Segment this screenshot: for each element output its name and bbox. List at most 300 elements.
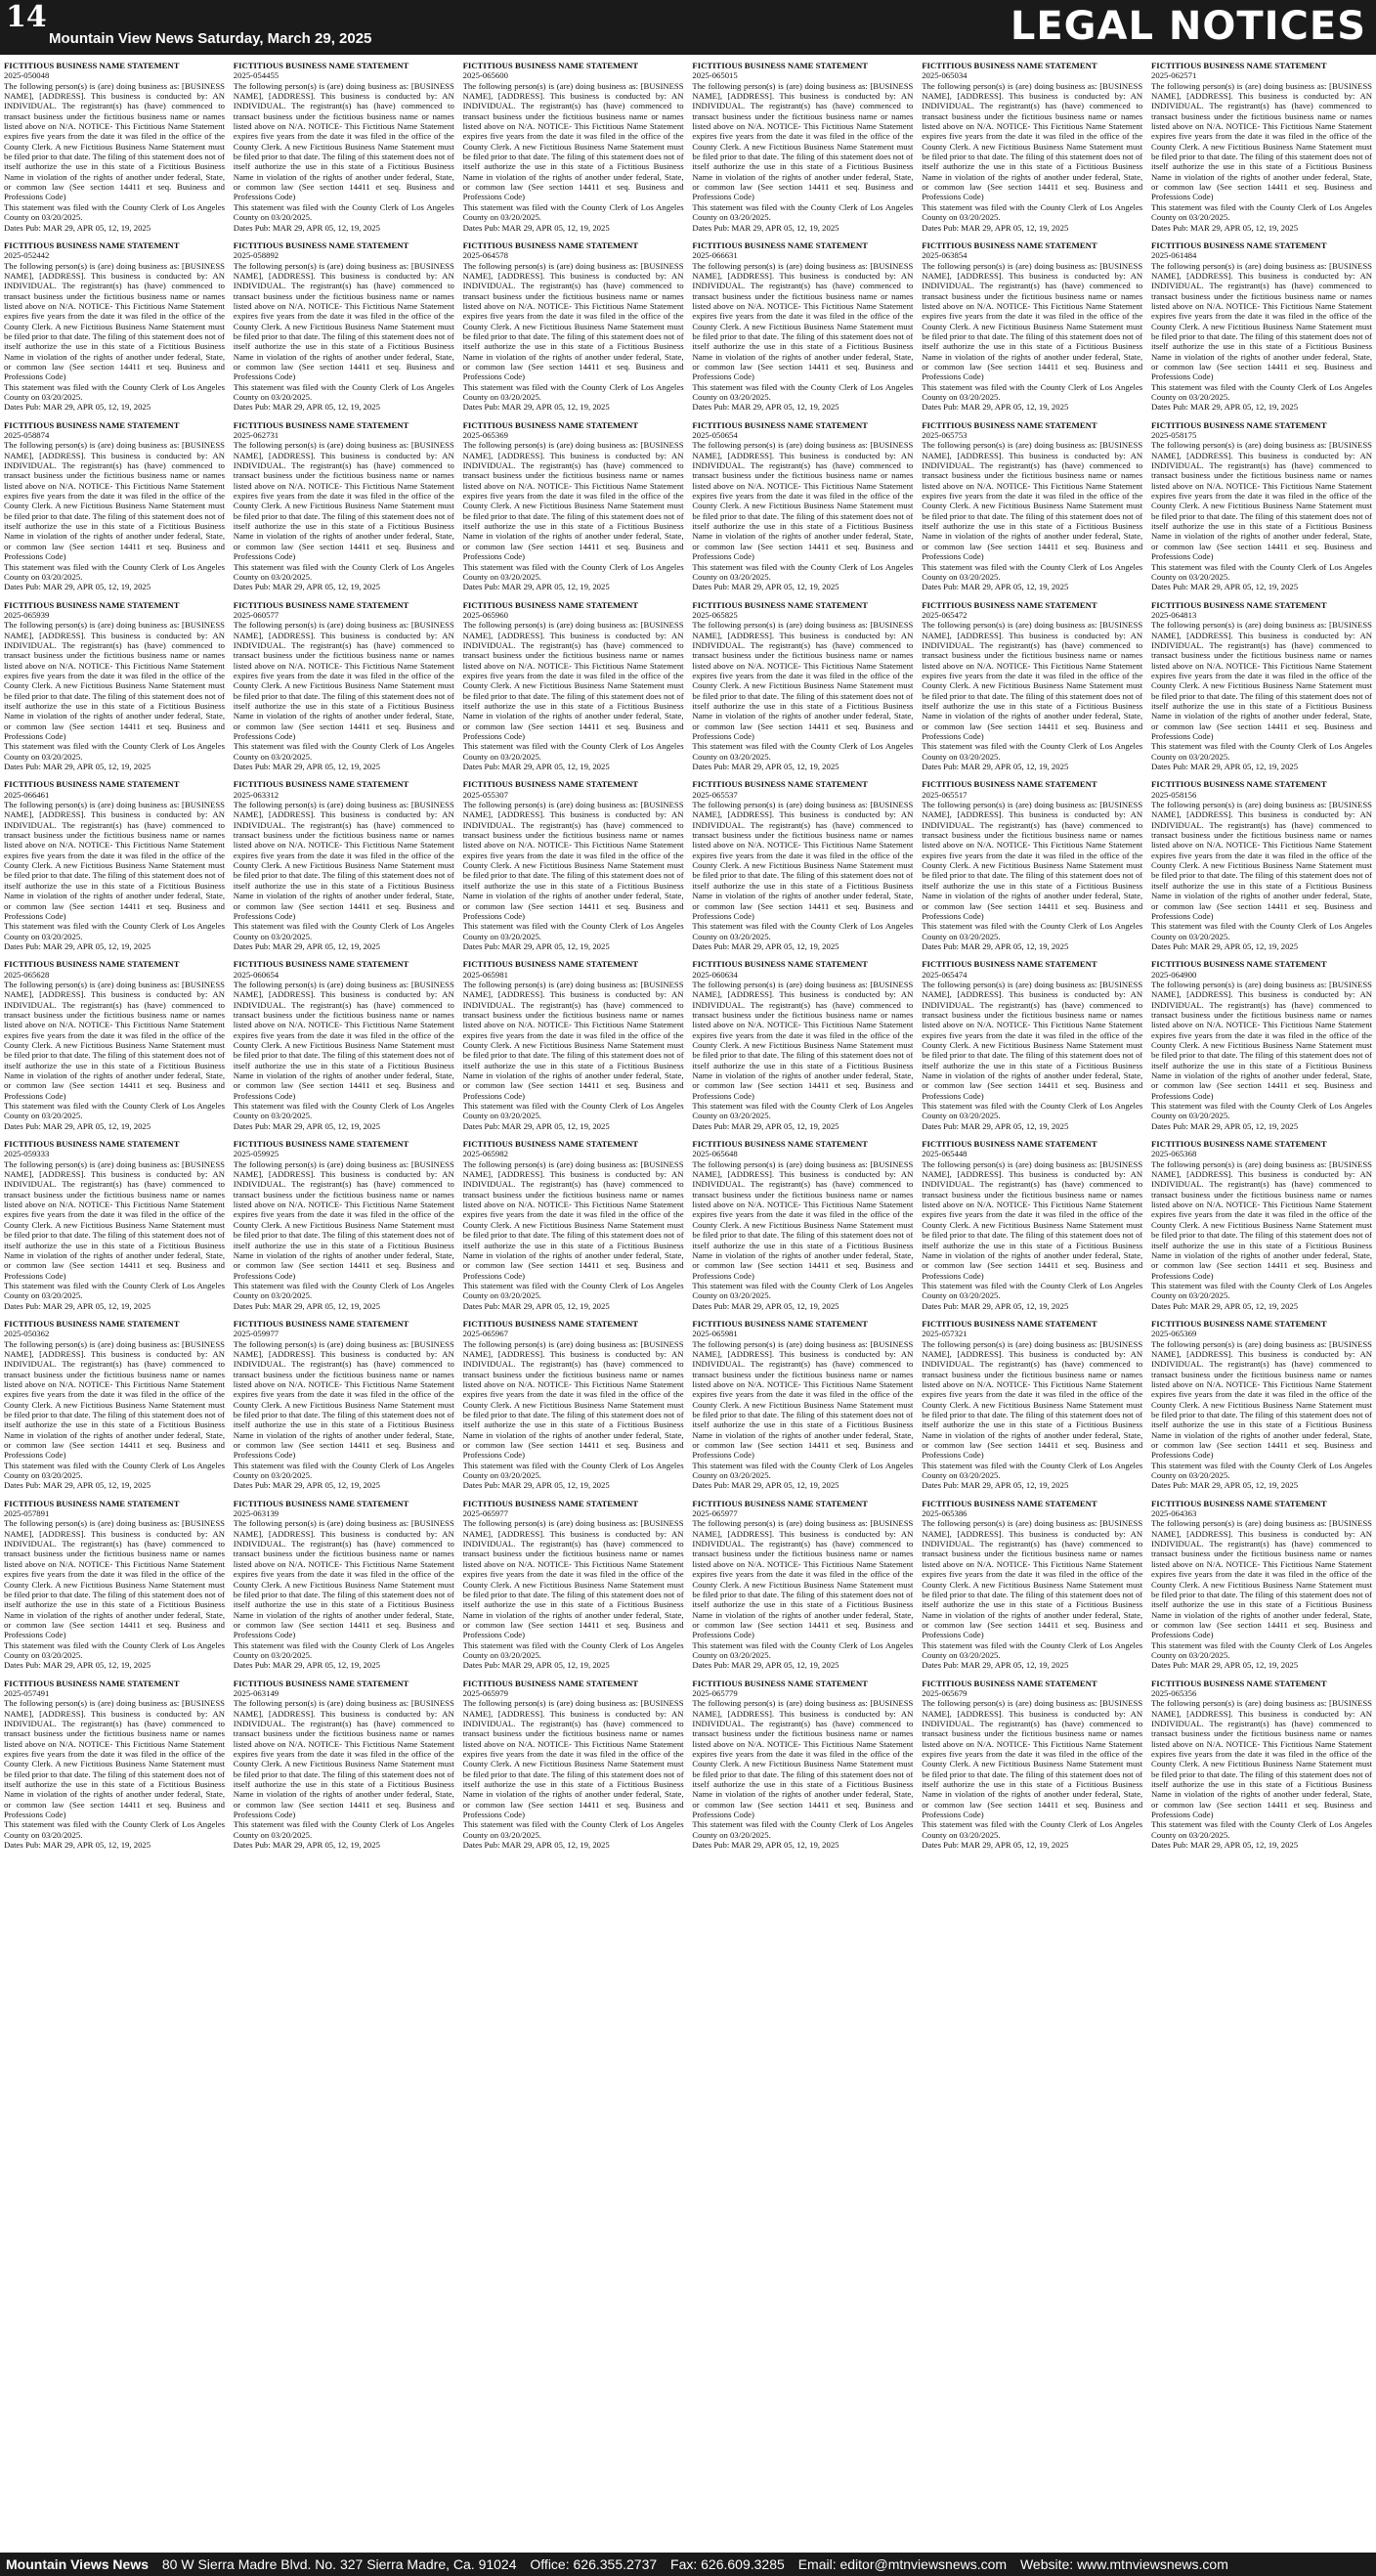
notice-pub: Dates Pub: MAR 29, APR 05, 12, 19, 2025 [1151,1300,1299,1311]
notice-title: FICTITIOUS BUSINESS NAME STATEMENT [233,779,409,790]
notice-title: FICTITIOUS BUSINESS NAME STATEMENT [233,959,409,970]
notice-file-number: 2025-065369 [1151,1329,1197,1339]
notice-title: FICTITIOUS BUSINESS NAME STATEMENT [692,1498,868,1508]
notice-pub: Dates Pub: MAR 29, APR 05, 12, 19, 2025 [1151,1660,1299,1671]
notice-title: FICTITIOUS BUSINESS NAME STATEMENT [922,779,1097,790]
notice-body: The following person(s) is (are) doing business as: [BUSINESS NAME], [ADDRESS]. This business is conducted by: AN INDIVIDUAL. The registrant(s) has (have) commenced to transact business under the fictitious business name or names listed above on N/A. NOTICE- This Fictitious Name Statement expires five years from the date it was filed in the office of the County Clerk. A new Fictitious Business Name Statement must be filed prior to that date. The filing of this statement does not of itself authorize the use in this state of a Fictitious Business Name in violation of the rights of another under federal, State, or common law (See section 14411 et seq. Business and Professions Code) [4,440,225,562]
notice-file-number: 2025-050362 [4,1329,50,1339]
notice-file-number: 2025-065982 [462,1149,508,1159]
notice-filed: This statement was filed with the County Clerk of Los Angeles County on 03/20/2025. [4,1819,225,1840]
notice-file-number: 2025-065474 [922,969,968,980]
notice-pub: Dates Pub: MAR 29, APR 05, 12, 19, 2025 [922,1300,1069,1311]
legal-notice [1151,779,1372,951]
notice-column [922,61,1142,2544]
notice-pub: Dates Pub: MAR 29, APR 05, 12, 19, 2025 [692,762,839,772]
notice-filed: This statement was filed with the County Clerk of Los Angeles County on 03/20/2025. [922,1819,1143,1840]
legal-notice [4,779,225,951]
notice-pub: Dates Pub: MAR 29, APR 05, 12, 19, 2025 [1151,1840,1299,1851]
notice-filed: This statement was filed with the County Clerk of Los Angeles County on 03/20/2025. [4,1280,225,1301]
notice-file-number: 2025-065977 [462,1508,508,1519]
legal-notice [1151,1679,1372,1851]
notice-body: The following person(s) is (are) doing business as: [BUSINESS NAME], [ADDRESS]. This business is conducted by: AN INDIVIDUAL. The registrant(s) has (have) commenced to transact business under the fictitious business name or names listed above on N/A. NOTICE- This Fictitious Name Statement expires five years from the date it was filed in the office of the County Clerk. A new Fictitious Business Name Statement must be filed prior to that date. The filing of this statement does not of itself authorize the use in this state of a Fictitious Business Name in violation of the rights of another under federal, State, or common law (See section 14411 et seq. Business and Professions Code) [1151,1698,1372,1820]
notice-title: FICTITIOUS BUSINESS NAME STATEMENT [4,61,180,70]
notice-file-number: 2025-065753 [922,430,968,441]
notice-file-number: 2025-065779 [692,1687,738,1698]
notice-file-number: 2025-059333 [4,1149,50,1159]
notice-body: The following person(s) is (are) doing business as: [BUSINESS NAME], [ADDRESS]. This business is conducted by: AN INDIVIDUAL. The registrant(s) has (have) commenced to transact business under the fictitious business name or names listed above on N/A. NOTICE- This Fictitious Name Statement expires five years from the date it was filed in the office of the County Clerk. A new Fictitious Business Name Statement must be filed prior to that date. The filing of this statement does not of itself authorize the use in this state of a Fictitious Business Name in violation of the rights of another under federal, State, or common law (See section 14411 et seq. Business and Professions Code) [692,620,914,741]
notice-title: FICTITIOUS BUSINESS NAME STATEMENT [4,1498,180,1508]
notice-body: The following person(s) is (are) doing business as: [BUSINESS NAME], [ADDRESS]. This business is conducted by: AN INDIVIDUAL. The registrant(s) has (have) commenced to transact business under the fictitious business name or names listed above on N/A. NOTICE- This Fictitious Name Statement expires five years from the date it was filed in the office of the County Clerk. A new Fictitious Business Name Statement must be filed prior to that date. The filing of this statement does not of itself authorize the use in this state of a Fictitious Business Name in violation of the rights of another under federal, State, or common law (See section 14411 et seq. Business and Professions Code) [692,1338,914,1461]
notice-pub: Dates Pub: MAR 29, APR 05, 12, 19, 2025 [692,1300,839,1311]
notice-file-number: 2025-058892 [233,250,280,261]
notice-body: The following person(s) is (are) doing business as: [BUSINESS NAME], [ADDRESS]. This business is conducted by: AN INDIVIDUAL. The registrant(s) has (have) commenced to transact business under the fictitious business name or names listed above on N/A. NOTICE- This Fictitious Name Statement expires five years from the date it was filed in the office of the County Clerk. A new Fictitious Business Name Statement must be filed prior to that date. The filing of this statement does not of itself authorize the use in this state of a Fictitious Business Name in violation of the rights of another under federal, State, or common law (See section 14411 et seq. Business and Professions Code) [4,80,225,202]
notice-filed: This statement was filed with the County Clerk of Los Angeles County on 03/20/2025. [4,741,225,762]
notice-title: FICTITIOUS BUSINESS NAME STATEMENT [922,959,1097,970]
notice-body: The following person(s) is (are) doing business as: [BUSINESS NAME], [ADDRESS]. This business is conducted by: AN INDIVIDUAL. The registrant(s) has (have) commenced to transact business under the fictitious business name or names listed above on N/A. NOTICE- This Fictitious Name Statement expires five years from the date it was filed in the office of the County Clerk. A new Fictitious Business Name Statement must be filed prior to that date. The filing of this statement does not of itself authorize the use in this state of a Fictitious Business Name in violation of the rights of another under federal, State, or common law (See section 14411 et seq. Business and Professions Code) [692,800,914,921]
legal-notice [234,240,454,413]
notice-title: FICTITIOUS BUSINESS NAME STATEMENT [692,1139,868,1150]
notice-title: FICTITIOUS BUSINESS NAME STATEMENT [922,1318,1097,1329]
notice-file-number: 2025-065628 [4,969,50,980]
notice-body: The following person(s) is (are) doing business as: [BUSINESS NAME], [ADDRESS]. This business is conducted by: AN INDIVIDUAL. The registrant(s) has (have) commenced to transact business under the fictitious business name or names listed above on N/A. NOTICE- This Fictitious Name Statement expires five years from the date it was filed in the office of the County Clerk. A new Fictitious Business Name Statement must be filed prior to that date. The filing of this statement does not of itself authorize the use in this state of a Fictitious Business Name in violation of the rights of another under federal, State, or common law (See section 14411 et seq. Business and Professions Code) [1151,979,1372,1101]
notice-filed: This statement was filed with the County Clerk of Los Angeles County on 03/20/2025. [922,201,1143,223]
legal-notice [922,1499,1142,1671]
notice-pub: Dates Pub: MAR 29, APR 05, 12, 19, 2025 [1151,940,1299,951]
notice-body: The following person(s) is (are) doing business as: [BUSINESS NAME], [ADDRESS]. This business is conducted by: AN INDIVIDUAL. The registrant(s) has (have) commenced to transact business under the fictitious business name or names listed above on N/A. NOTICE- This Fictitious Name Statement expires five years from the date it was filed in the office of the County Clerk. A new Fictitious Business Name Statement must be filed prior to that date. The filing of this statement does not of itself authorize the use in this state of a Fictitious Business Name in violation of the rights of another under federal, State, or common law (See section 14411 et seq. Business and Professions Code) [1151,620,1372,741]
footer-address: 80 W Sierra Madre Blvd. No. 327 Sierra Madre, Ca. 91024 [161,2556,517,2572]
legal-notice [692,1499,913,1671]
notice-filed: This statement was filed with the County Clerk of Los Angeles County on 03/20/2025. [692,1460,914,1481]
notice-filed: This statement was filed with the County Clerk of Los Angeles County on 03/20/2025. [1151,381,1372,402]
notice-title: FICTITIOUS BUSINESS NAME STATEMENT [1151,1318,1327,1329]
notice-file-number: 2025-057321 [922,1329,968,1339]
legal-notice [234,420,454,592]
notice-filed: This statement was filed with the County Clerk of Los Angeles County on 03/20/2025. [922,381,1143,402]
notice-file-number: 2025-060634 [692,969,738,980]
notice-body: The following person(s) is (are) doing business as: [BUSINESS NAME], [ADDRESS]. This business is conducted by: AN INDIVIDUAL. The registrant(s) has (have) commenced to transact business under the fictitious business name or names listed above on N/A. NOTICE- This Fictitious Name Statement expires five years from the date it was filed in the office of the County Clerk. A new Fictitious Business Name Statement must be filed prior to that date. The filing of this statement does not of itself authorize the use in this state of a Fictitious Business Name in violation of the rights of another under federal, State, or common law (See section 14411 et seq. Business and Professions Code) [462,440,684,562]
notice-pub: Dates Pub: MAR 29, APR 05, 12, 19, 2025 [922,1480,1069,1491]
notice-filed: This statement was filed with the County Clerk of Los Angeles County on 03/20/2025. [692,921,914,941]
notice-filed: This statement was filed with the County Clerk of Los Angeles County on 03/20/2025. [1151,1639,1372,1660]
notice-body: The following person(s) is (are) doing business as: [BUSINESS NAME], [ADDRESS]. This business is conducted by: AN INDIVIDUAL. The registrant(s) has (have) commenced to transact business under the fictitious business name or names listed above on N/A. NOTICE- This Fictitious Name Statement expires five years from the date it was filed in the office of the County Clerk. A new Fictitious Business Name Statement must be filed prior to that date. The filing of this statement does not of itself authorize the use in this state of a Fictitious Business Name in violation of the rights of another under federal, State, or common law (See section 14411 et seq. Business and Professions Code) [922,1158,1143,1281]
notice-filed: This statement was filed with the County Clerk of Los Angeles County on 03/20/2025. [1151,1101,1372,1121]
page-number: 14 [6,0,47,34]
section-title: LEGAL NOTICES [1010,4,1366,49]
notice-filed: This statement was filed with the County Clerk of Los Angeles County on 03/20/2025. [922,741,1143,762]
notice-pub: Dates Pub: MAR 29, APR 05, 12, 19, 2025 [1151,222,1299,233]
notice-body: The following person(s) is (are) doing business as: [BUSINESS NAME], [ADDRESS]. This business is conducted by: AN INDIVIDUAL. The registrant(s) has (have) commenced to transact business under the fictitious business name or names listed above on N/A. NOTICE- This Fictitious Name Statement expires five years from the date it was filed in the office of the County Clerk. A new Fictitious Business Name Statement must be filed prior to that date. The filing of this statement does not of itself authorize the use in this state of a Fictitious Business Name in violation of the rights of another under federal, State, or common law (See section 14411 et seq. Business and Professions Code) [4,260,225,382]
legal-notice [463,1139,684,1311]
notice-pub: Dates Pub: MAR 29, APR 05, 12, 19, 2025 [1151,762,1299,772]
legal-notice [922,420,1142,592]
legal-notice [463,61,684,233]
notice-file-number: 2025-066461 [4,789,50,800]
notice-filed: This statement was filed with the County Clerk of Los Angeles County on 03/20/2025. [1151,921,1372,941]
page-header [0,0,1376,55]
notice-title: FICTITIOUS BUSINESS NAME STATEMENT [4,240,180,250]
notice-pub: Dates Pub: MAR 29, APR 05, 12, 19, 2025 [922,402,1069,413]
notice-filed: This statement was filed with the County Clerk of Los Angeles County on 03/20/2025. [922,1639,1143,1660]
notice-pub: Dates Pub: MAR 29, APR 05, 12, 19, 2025 [4,1480,151,1491]
notice-body: The following person(s) is (are) doing business as: [BUSINESS NAME], [ADDRESS]. This business is conducted by: AN INDIVIDUAL. The registrant(s) has (have) commenced to transact business under the fictitious business name or names listed above on N/A. NOTICE- This Fictitious Name Statement expires five years from the date it was filed in the office of the County Clerk. A new Fictitious Business Name Statement must be filed prior to that date. The filing of this statement does not of itself authorize the use in this state of a Fictitious Business Name in violation of the rights of another under federal, State, or common law (See section 14411 et seq. Business and Professions Code) [922,800,1143,921]
notice-pub: Dates Pub: MAR 29, APR 05, 12, 19, 2025 [1151,582,1299,592]
legal-notice [922,600,1142,772]
notice-pub: Dates Pub: MAR 29, APR 05, 12, 19, 2025 [462,1840,610,1851]
notice-file-number: 2025-065386 [922,1508,968,1519]
legal-notice [1151,1499,1372,1671]
notice-title: FICTITIOUS BUSINESS NAME STATEMENT [922,240,1097,250]
notice-file-number: 2025-065369 [462,430,508,441]
notice-filed: This statement was filed with the County Clerk of Los Angeles County on 03/20/2025. [922,1460,1143,1481]
legal-notice [1151,420,1372,592]
notice-pub: Dates Pub: MAR 29, APR 05, 12, 19, 2025 [4,582,151,592]
notice-file-number: 2025-065356 [1151,1687,1197,1698]
notice-file-number: 2025-062731 [233,430,280,441]
notice-pub: Dates Pub: MAR 29, APR 05, 12, 19, 2025 [4,1300,151,1311]
notice-title: FICTITIOUS BUSINESS NAME STATEMENT [462,61,639,70]
legal-notice [692,779,913,951]
notice-title: FICTITIOUS BUSINESS NAME STATEMENT [1151,419,1327,430]
notice-title: FICTITIOUS BUSINESS NAME STATEMENT [462,1318,639,1329]
notice-filed: This statement was filed with the County Clerk of Los Angeles County on 03/20/2025. [233,561,454,582]
notice-filed: This statement was filed with the County Clerk of Los Angeles County on 03/20/2025. [922,921,1143,941]
legal-notice [463,959,684,1131]
notice-filed: This statement was filed with the County Clerk of Los Angeles County on 03/20/2025. [233,1639,454,1660]
legal-notice [692,240,913,413]
notice-file-number: 2025-057891 [4,1508,50,1519]
notices-columns [4,61,1372,2544]
notice-body: The following person(s) is (are) doing business as: [BUSINESS NAME], [ADDRESS]. This business is conducted by: AN INDIVIDUAL. The registrant(s) has (have) commenced to transact business under the fictitious business name or names listed above on N/A. NOTICE- This Fictitious Name Statement expires five years from the date it was filed in the office of the County Clerk. A new Fictitious Business Name Statement must be filed prior to that date. The filing of this statement does not of itself authorize the use in this state of a Fictitious Business Name in violation of the rights of another under federal, State, or common law (See section 14411 et seq. Business and Professions Code) [233,1698,454,1820]
notice-body: The following person(s) is (are) doing business as: [BUSINESS NAME], [ADDRESS]. This business is conducted by: AN INDIVIDUAL. The registrant(s) has (have) commenced to transact business under the fictitious business name or names listed above on N/A. NOTICE- This Fictitious Name Statement expires five years from the date it was filed in the office of the County Clerk. A new Fictitious Business Name Statement must be filed prior to that date. The filing of this statement does not of itself authorize the use in this state of a Fictitious Business Name in violation of the rights of another under federal, State, or common law (See section 14411 et seq. Business and Professions Code) [233,620,454,741]
notice-file-number: 2025-065960 [462,609,508,620]
notice-filed: This statement was filed with the County Clerk of Los Angeles County on 03/20/2025. [692,381,914,402]
notice-filed: This statement was filed with the County Clerk of Los Angeles County on 03/20/2025. [922,561,1143,582]
notice-body: The following person(s) is (are) doing business as: [BUSINESS NAME], [ADDRESS]. This business is conducted by: AN INDIVIDUAL. The registrant(s) has (have) commenced to transact business under the fictitious business name or names listed above on N/A. NOTICE- This Fictitious Name Statement expires five years from the date it was filed in the office of the County Clerk. A new Fictitious Business Name Statement must be filed prior to that date. The filing of this statement does not of itself authorize the use in this state of a Fictitious Business Name in violation of the rights of another under federal, State, or common law (See section 14411 et seq. Business and Professions Code) [462,1338,684,1461]
legal-notice [692,1319,913,1491]
legal-notice [922,240,1142,413]
notice-filed: This statement was filed with the County Clerk of Los Angeles County on 03/20/2025. [1151,561,1372,582]
legal-notice [234,600,454,772]
notice-pub: Dates Pub: MAR 29, APR 05, 12, 19, 2025 [462,762,610,772]
notice-title: FICTITIOUS BUSINESS NAME STATEMENT [692,779,868,790]
notice-file-number: 2025-063149 [233,1687,280,1698]
notice-body: The following person(s) is (are) doing business as: [BUSINESS NAME], [ADDRESS]. This business is conducted by: AN INDIVIDUAL. The registrant(s) has (have) commenced to transact business under the fictitious business name or names listed above on N/A. NOTICE- This Fictitious Name Statement expires five years from the date it was filed in the office of the County Clerk. A new Fictitious Business Name Statement must be filed prior to that date. The filing of this statement does not of itself authorize the use in this state of a Fictitious Business Name in violation of the rights of another under federal, State, or common law (See section 14411 et seq. Business and Professions Code) [692,979,914,1101]
notice-file-number: 2025-063312 [233,789,280,800]
legal-notice [4,959,225,1131]
notice-filed: This statement was filed with the County Clerk of Los Angeles County on 03/20/2025. [233,1460,454,1481]
notice-title: FICTITIOUS BUSINESS NAME STATEMENT [1151,599,1327,610]
notice-filed: This statement was filed with the County Clerk of Los Angeles County on 03/20/2025. [462,1819,684,1840]
legal-notice [463,1319,684,1491]
legal-notice [463,1499,684,1671]
notice-file-number: 2025-064363 [1151,1508,1197,1519]
notice-filed: This statement was filed with the County Clerk of Los Angeles County on 03/20/2025. [4,1460,225,1481]
notice-title: FICTITIOUS BUSINESS NAME STATEMENT [462,599,639,610]
notice-filed: This statement was filed with the County Clerk of Los Angeles County on 03/20/2025. [1151,1819,1372,1840]
legal-notice [4,1319,225,1491]
notice-body: The following person(s) is (are) doing business as: [BUSINESS NAME], [ADDRESS]. This business is conducted by: AN INDIVIDUAL. The registrant(s) has (have) commenced to transact business under the fictitious business name or names listed above on N/A. NOTICE- This Fictitious Name Statement expires five years from the date it was filed in the office of the County Clerk. A new Fictitious Business Name Statement must be filed prior to that date. The filing of this statement does not of itself authorize the use in this state of a Fictitious Business Name in violation of the rights of another under federal, State, or common law (See section 14411 et seq. Business and Professions Code) [922,979,1143,1101]
notice-filed: This statement was filed with the County Clerk of Los Angeles County on 03/20/2025. [1151,1460,1372,1481]
notice-body: The following person(s) is (are) doing business as: [BUSINESS NAME], [ADDRESS]. This business is conducted by: AN INDIVIDUAL. The registrant(s) has (have) commenced to transact business under the fictitious business name or names listed above on N/A. NOTICE- This Fictitious Name Statement expires five years from the date it was filed in the office of the County Clerk. A new Fictitious Business Name Statement must be filed prior to that date. The filing of this statement does not of itself authorize the use in this state of a Fictitious Business Name in violation of the rights of another under federal, State, or common law (See section 14411 et seq. Business and Professions Code) [1151,1158,1372,1281]
notice-body: The following person(s) is (are) doing business as: [BUSINESS NAME], [ADDRESS]. This business is conducted by: AN INDIVIDUAL. The registrant(s) has (have) commenced to transact business under the fictitious business name or names listed above on N/A. NOTICE- This Fictitious Name Statement expires five years from the date it was filed in the office of the County Clerk. A new Fictitious Business Name Statement must be filed prior to that date. The filing of this statement does not of itself authorize the use in this state of a Fictitious Business Name in violation of the rights of another under federal, State, or common law (See section 14411 et seq. Business and Professions Code) [462,800,684,921]
legal-notice [692,1139,913,1311]
notice-title: FICTITIOUS BUSINESS NAME STATEMENT [922,1678,1097,1688]
notice-title: FICTITIOUS BUSINESS NAME STATEMENT [4,779,180,790]
notice-file-number: 2025-050048 [4,70,50,81]
notice-file-number: 2025-062571 [1151,70,1197,81]
notice-title: FICTITIOUS BUSINESS NAME STATEMENT [692,1318,868,1329]
notice-filed: This statement was filed with the County Clerk of Los Angeles County on 03/20/2025. [1151,201,1372,223]
notice-filed: This statement was filed with the County Clerk of Los Angeles County on 03/20/2025. [233,1819,454,1840]
notice-body: The following person(s) is (are) doing business as: [BUSINESS NAME], [ADDRESS]. This business is conducted by: AN INDIVIDUAL. The registrant(s) has (have) commenced to transact business under the fictitious business name or names listed above on N/A. NOTICE- This Fictitious Name Statement expires five years from the date it was filed in the office of the County Clerk. A new Fictitious Business Name Statement must be filed prior to that date. The filing of this statement does not of itself authorize the use in this state of a Fictitious Business Name in violation of the rights of another under federal, State, or common law (See section 14411 et seq. Business and Professions Code) [922,1518,1143,1640]
notice-title: FICTITIOUS BUSINESS NAME STATEMENT [462,1678,639,1688]
notice-pub: Dates Pub: MAR 29, APR 05, 12, 19, 2025 [233,1480,380,1491]
notice-body: The following person(s) is (are) doing business as: [BUSINESS NAME], [ADDRESS]. This business is conducted by: AN INDIVIDUAL. The registrant(s) has (have) commenced to transact business under the fictitious business name or names listed above on N/A. NOTICE- This Fictitious Name Statement expires five years from the date it was filed in the office of the County Clerk. A new Fictitious Business Name Statement must be filed prior to that date. The filing of this statement does not of itself authorize the use in this state of a Fictitious Business Name in violation of the rights of another under federal, State, or common law (See section 14411 et seq. Business and Professions Code) [922,1338,1143,1461]
notice-file-number: 2025-065472 [922,609,968,620]
legal-notice [234,1679,454,1851]
notice-filed: This statement was filed with the County Clerk of Los Angeles County on 03/20/2025. [462,1639,684,1660]
notice-body: The following person(s) is (are) doing business as: [BUSINESS NAME], [ADDRESS]. This business is conducted by: AN INDIVIDUAL. The registrant(s) has (have) commenced to transact business under the fictitious business name or names listed above on N/A. NOTICE- This Fictitious Name Statement expires five years from the date it was filed in the office of the County Clerk. A new Fictitious Business Name Statement must be filed prior to that date. The filing of this statement does not of itself authorize the use in this state of a Fictitious Business Name in violation of the rights of another under federal, State, or common law (See section 14411 et seq. Business and Professions Code) [4,620,225,741]
notice-title: FICTITIOUS BUSINESS NAME STATEMENT [692,61,868,70]
notice-filed: This statement was filed with the County Clerk of Los Angeles County on 03/20/2025. [4,381,225,402]
notice-pub: Dates Pub: MAR 29, APR 05, 12, 19, 2025 [462,1660,610,1671]
legal-notice [4,1499,225,1671]
legal-notice [922,1679,1142,1851]
notice-body: The following person(s) is (are) doing business as: [BUSINESS NAME], [ADDRESS]. This business is conducted by: AN INDIVIDUAL. The registrant(s) has (have) commenced to transact business under the fictitious business name or names listed above on N/A. NOTICE- This Fictitious Name Statement expires five years from the date it was filed in the office of the County Clerk. A new Fictitious Business Name Statement must be filed prior to that date. The filing of this statement does not of itself authorize the use in this state of a Fictitious Business Name in violation of the rights of another under federal, State, or common law (See section 14411 et seq. Business and Professions Code) [4,1158,225,1281]
notice-filed: This statement was filed with the County Clerk of Los Angeles County on 03/20/2025. [233,921,454,941]
page-footer [0,2553,1376,2576]
notice-file-number: 2025-065537 [692,789,738,800]
notice-pub: Dates Pub: MAR 29, APR 05, 12, 19, 2025 [233,582,380,592]
notice-title: FICTITIOUS BUSINESS NAME STATEMENT [922,61,1097,70]
notice-column [692,61,913,2544]
legal-notice [234,779,454,951]
notice-body: The following person(s) is (are) doing business as: [BUSINESS NAME], [ADDRESS]. This business is conducted by: AN INDIVIDUAL. The registrant(s) has (have) commenced to transact business under the fictitious business name or names listed above on N/A. NOTICE- This Fictitious Name Statement expires five years from the date it was filed in the office of the County Clerk. A new Fictitious Business Name Statement must be filed prior to that date. The filing of this statement does not of itself authorize the use in this state of a Fictitious Business Name in violation of the rights of another under federal, State, or common law (See section 14411 et seq. Business and Professions Code) [462,620,684,741]
legal-notice [4,420,225,592]
notice-title: FICTITIOUS BUSINESS NAME STATEMENT [692,240,868,250]
notice-file-number: 2025-066631 [692,250,738,261]
notice-pub: Dates Pub: MAR 29, APR 05, 12, 19, 2025 [462,222,610,233]
notice-body: The following person(s) is (are) doing business as: [BUSINESS NAME], [ADDRESS]. This business is conducted by: AN INDIVIDUAL. The registrant(s) has (have) commenced to transact business under the fictitious business name or names listed above on N/A. NOTICE- This Fictitious Name Statement expires five years from the date it was filed in the office of the County Clerk. A new Fictitious Business Name Statement must be filed prior to that date. The filing of this statement does not of itself authorize the use in this state of a Fictitious Business Name in violation of the rights of another under federal, State, or common law (See section 14411 et seq. Business and Professions Code) [4,1518,225,1640]
notice-pub: Dates Pub: MAR 29, APR 05, 12, 19, 2025 [233,1840,380,1851]
notice-pub: Dates Pub: MAR 29, APR 05, 12, 19, 2025 [692,1840,839,1851]
notice-file-number: 2025-065368 [1151,1149,1197,1159]
notice-file-number: 2025-065679 [922,1687,968,1698]
notice-pub: Dates Pub: MAR 29, APR 05, 12, 19, 2025 [1151,1480,1299,1491]
footer-publication-name: Mountain Views News [6,2556,149,2572]
notice-body: The following person(s) is (are) doing business as: [BUSINESS NAME], [ADDRESS]. This business is conducted by: AN INDIVIDUAL. The registrant(s) has (have) commenced to transact business under the fictitious business name or names listed above on N/A. NOTICE- This Fictitious Name Statement expires five years from the date it was filed in the office of the County Clerk. A new Fictitious Business Name Statement must be filed prior to that date. The filing of this statement does not of itself authorize the use in this state of a Fictitious Business Name in violation of the rights of another under federal, State, or common law (See section 14411 et seq. Business and Professions Code) [4,800,225,921]
notice-title: FICTITIOUS BUSINESS NAME STATEMENT [462,240,639,250]
notice-body: The following person(s) is (are) doing business as: [BUSINESS NAME], [ADDRESS]. This business is conducted by: AN INDIVIDUAL. The registrant(s) has (have) commenced to transact business under the fictitious business name or names listed above on N/A. NOTICE- This Fictitious Name Statement expires five years from the date it was filed in the office of the County Clerk. A new Fictitious Business Name Statement must be filed prior to that date. The filing of this statement does not of itself authorize the use in this state of a Fictitious Business Name in violation of the rights of another under federal, State, or common law (See section 14411 et seq. Business and Professions Code) [1151,440,1372,562]
notice-file-number: 2025-065648 [692,1149,738,1159]
legal-notice [922,959,1142,1131]
notice-filed: This statement was filed with the County Clerk of Los Angeles County on 03/20/2025. [1151,1280,1372,1301]
legal-notice [234,1319,454,1491]
legal-notice [234,959,454,1131]
notice-body: The following person(s) is (are) doing business as: [BUSINESS NAME], [ADDRESS]. This business is conducted by: AN INDIVIDUAL. The registrant(s) has (have) commenced to transact business under the fictitious business name or names listed above on N/A. NOTICE- This Fictitious Name Statement expires five years from the date it was filed in the office of the County Clerk. A new Fictitious Business Name Statement must be filed prior to that date. The filing of this statement does not of itself authorize the use in this state of a Fictitious Business Name in violation of the rights of another under federal, State, or common law (See section 14411 et seq. Business and Professions Code) [233,979,454,1101]
notice-title: FICTITIOUS BUSINESS NAME STATEMENT [462,779,639,790]
notice-column [1151,61,1372,2544]
legal-notice [922,1139,1142,1311]
notice-filed: This statement was filed with the County Clerk of Los Angeles County on 03/20/2025. [462,561,684,582]
notice-file-number: 2025-065517 [922,789,968,800]
notice-column [4,61,225,2544]
notice-body: The following person(s) is (are) doing business as: [BUSINESS NAME], [ADDRESS]. This business is conducted by: AN INDIVIDUAL. The registrant(s) has (have) commenced to transact business under the fictitious business name or names listed above on N/A. NOTICE- This Fictitious Name Statement expires five years from the date it was filed in the office of the County Clerk. A new Fictitious Business Name Statement must be filed prior to that date. The filing of this statement does not of itself authorize the use in this state of a Fictitious Business Name in violation of the rights of another under federal, State, or common law (See section 14411 et seq. Business and Professions Code) [692,260,914,382]
notice-filed: This statement was filed with the County Clerk of Los Angeles County on 03/20/2025. [462,921,684,941]
notice-file-number: 2025-058175 [1151,430,1197,441]
legal-notice [692,61,913,233]
notice-body: The following person(s) is (are) doing business as: [BUSINESS NAME], [ADDRESS]. This business is conducted by: AN INDIVIDUAL. The registrant(s) has (have) commenced to transact business under the fictitious business name or names listed above on N/A. NOTICE- This Fictitious Name Statement expires five years from the date it was filed in the office of the County Clerk. A new Fictitious Business Name Statement must be filed prior to that date. The filing of this statement does not of itself authorize the use in this state of a Fictitious Business Name in violation of the rights of another under federal, State, or common law (See section 14411 et seq. Business and Professions Code) [922,1698,1143,1820]
notice-filed: This statement was filed with the County Clerk of Los Angeles County on 03/20/2025. [4,201,225,223]
notice-pub: Dates Pub: MAR 29, APR 05, 12, 19, 2025 [4,402,151,413]
notice-title: FICTITIOUS BUSINESS NAME STATEMENT [692,599,868,610]
notice-title: FICTITIOUS BUSINESS NAME STATEMENT [1151,959,1327,970]
notice-title: FICTITIOUS BUSINESS NAME STATEMENT [4,959,180,970]
legal-notice [692,600,913,772]
notice-filed: This statement was filed with the County Clerk of Los Angeles County on 03/20/2025. [692,1280,914,1301]
legal-notice [1151,1139,1372,1311]
notice-title: FICTITIOUS BUSINESS NAME STATEMENT [233,1318,409,1329]
notice-pub: Dates Pub: MAR 29, APR 05, 12, 19, 2025 [922,1840,1069,1851]
notice-title: FICTITIOUS BUSINESS NAME STATEMENT [692,1678,868,1688]
notice-file-number: 2025-063139 [233,1508,280,1519]
notice-filed: This statement was filed with the County Clerk of Los Angeles County on 03/20/2025. [692,1639,914,1660]
footer-website[interactable]: Website: www.mtnviewsnews.com [1019,2556,1228,2572]
notice-pub: Dates Pub: MAR 29, APR 05, 12, 19, 2025 [4,1840,151,1851]
notice-file-number: 2025-065600 [462,70,508,81]
legal-notice [463,240,684,413]
notice-filed: This statement was filed with the County Clerk of Los Angeles County on 03/20/2025. [692,741,914,762]
notice-file-number: 2025-065825 [692,609,738,620]
footer-email[interactable]: Email: editor@mtnviewsnews.com [797,2556,1008,2572]
notice-pub: Dates Pub: MAR 29, APR 05, 12, 19, 2025 [4,1660,151,1671]
notice-title: FICTITIOUS BUSINESS NAME STATEMENT [1151,1139,1327,1150]
legal-notice [1151,61,1372,233]
notice-pub: Dates Pub: MAR 29, APR 05, 12, 19, 2025 [922,582,1069,592]
notice-file-number: 2025-064578 [462,250,508,261]
notice-filed: This statement was filed with the County Clerk of Los Angeles County on 03/20/2025. [462,201,684,223]
legal-notice [4,1139,225,1311]
legal-notice [463,600,684,772]
legal-notice [4,240,225,413]
notice-filed: This statement was filed with the County Clerk of Los Angeles County on 03/20/2025. [233,1280,454,1301]
notice-file-number: 2025-065939 [4,609,50,620]
notice-pub: Dates Pub: MAR 29, APR 05, 12, 19, 2025 [1151,402,1299,413]
notice-pub: Dates Pub: MAR 29, APR 05, 12, 19, 2025 [4,1120,151,1131]
notice-file-number: 2025-059977 [233,1329,280,1339]
notice-title: FICTITIOUS BUSINESS NAME STATEMENT [922,599,1097,610]
notice-title: FICTITIOUS BUSINESS NAME STATEMENT [4,1678,180,1688]
legal-notice [922,61,1142,233]
notice-title: FICTITIOUS BUSINESS NAME STATEMENT [462,1139,639,1150]
notice-file-number: 2025-052442 [4,250,50,261]
notice-filed: This statement was filed with the County Clerk of Los Angeles County on 03/20/2025. [462,741,684,762]
legal-notice [463,420,684,592]
notice-body: The following person(s) is (are) doing business as: [BUSINESS NAME], [ADDRESS]. This business is conducted by: AN INDIVIDUAL. The registrant(s) has (have) commenced to transact business under the fictitious business name or names listed above on N/A. NOTICE- This Fictitious Name Statement expires five years from the date it was filed in the office of the County Clerk. A new Fictitious Business Name Statement must be filed prior to that date. The filing of this statement does not of itself authorize the use in this state of a Fictitious Business Name in violation of the rights of another under federal, State, or common law (See section 14411 et seq. Business and Professions Code) [233,800,454,921]
notice-file-number: 2025-060577 [233,609,280,620]
notice-body: The following person(s) is (are) doing business as: [BUSINESS NAME], [ADDRESS]. This business is conducted by: AN INDIVIDUAL. The registrant(s) has (have) commenced to transact business under the fictitious business name or names listed above on N/A. NOTICE- This Fictitious Name Statement expires five years from the date it was filed in the office of the County Clerk. A new Fictitious Business Name Statement must be filed prior to that date. The filing of this statement does not of itself authorize the use in this state of a Fictitious Business Name in violation of the rights of another under federal, State, or common law (See section 14411 et seq. Business and Professions Code) [692,1518,914,1640]
notice-pub: Dates Pub: MAR 29, APR 05, 12, 19, 2025 [233,222,380,233]
notice-pub: Dates Pub: MAR 29, APR 05, 12, 19, 2025 [922,1660,1069,1671]
notice-filed: This statement was filed with the County Clerk of Los Angeles County on 03/20/2025. [4,1639,225,1660]
publication-line: Mountain View News Saturday, March 29, 2025 [49,30,372,47]
notice-column [463,61,684,2544]
legal-notice [1151,1319,1372,1491]
notice-filed: This statement was filed with the County Clerk of Los Angeles County on 03/20/2025. [692,1819,914,1840]
notice-body: The following person(s) is (are) doing business as: [BUSINESS NAME], [ADDRESS]. This business is conducted by: AN INDIVIDUAL. The registrant(s) has (have) commenced to transact business under the fictitious business name or names listed above on N/A. NOTICE- This Fictitious Name Statement expires five years from the date it was filed in the office of the County Clerk. A new Fictitious Business Name Statement must be filed prior to that date. The filing of this statement does not of itself authorize the use in this state of a Fictitious Business Name in violation of the rights of another under federal, State, or common law (See section 14411 et seq. Business and Professions Code) [233,440,454,562]
legal-notice [4,61,225,233]
footer-fax: Fax: 626.609.3285 [670,2556,785,2572]
notice-filed: This statement was filed with the County Clerk of Los Angeles County on 03/20/2025. [692,1101,914,1121]
legal-notice [234,1139,454,1311]
notice-column [234,61,454,2544]
notice-file-number: 2025-065034 [922,70,968,81]
notice-pub: Dates Pub: MAR 29, APR 05, 12, 19, 2025 [4,222,151,233]
notice-file-number: 2025-058874 [4,430,50,441]
notice-body: The following person(s) is (are) doing business as: [BUSINESS NAME], [ADDRESS]. This business is conducted by: AN INDIVIDUAL. The registrant(s) has (have) commenced to transact business under the fictitious business name or names listed above on N/A. NOTICE- This Fictitious Name Statement expires five years from the date it was filed in the office of the County Clerk. A new Fictitious Business Name Statement must be filed prior to that date. The filing of this statement does not of itself authorize the use in this state of a Fictitious Business Name in violation of the rights of another under federal, State, or common law (See section 14411 et seq. Business and Professions Code) [462,1518,684,1640]
notice-filed: This statement was filed with the County Clerk of Los Angeles County on 03/20/2025. [233,1101,454,1121]
notice-pub: Dates Pub: MAR 29, APR 05, 12, 19, 2025 [692,1480,839,1491]
notice-pub: Dates Pub: MAR 29, APR 05, 12, 19, 2025 [4,940,151,951]
notice-pub: Dates Pub: MAR 29, APR 05, 12, 19, 2025 [462,1120,610,1131]
notice-body: The following person(s) is (are) doing business as: [BUSINESS NAME], [ADDRESS]. This business is conducted by: AN INDIVIDUAL. The registrant(s) has (have) commenced to transact business under the fictitious business name or names listed above on N/A. NOTICE- This Fictitious Name Statement expires five years from the date it was filed in the office of the County Clerk. A new Fictitious Business Name Statement must be filed prior to that date. The filing of this statement does not of itself authorize the use in this state of a Fictitious Business Name in violation of the rights of another under federal, State, or common law (See section 14411 et seq. Business and Professions Code) [1151,800,1372,921]
notice-pub: Dates Pub: MAR 29, APR 05, 12, 19, 2025 [233,940,380,951]
notice-pub: Dates Pub: MAR 29, APR 05, 12, 19, 2025 [462,1300,610,1311]
notice-pub: Dates Pub: MAR 29, APR 05, 12, 19, 2025 [692,402,839,413]
notice-body: The following person(s) is (are) doing business as: [BUSINESS NAME], [ADDRESS]. This business is conducted by: AN INDIVIDUAL. The registrant(s) has (have) commenced to transact business under the fictitious business name or names listed above on N/A. NOTICE- This Fictitious Name Statement expires five years from the date it was filed in the office of the County Clerk. A new Fictitious Business Name Statement must be filed prior to that date. The filing of this statement does not of itself authorize the use in this state of a Fictitious Business Name in violation of the rights of another under federal, State, or common law (See section 14411 et seq. Business and Professions Code) [922,80,1143,202]
notice-file-number: 2025-065967 [462,1329,508,1339]
legal-notice [4,600,225,772]
notice-pub: Dates Pub: MAR 29, APR 05, 12, 19, 2025 [233,1660,380,1671]
notice-pub: Dates Pub: MAR 29, APR 05, 12, 19, 2025 [692,1660,839,1671]
notice-filed: This statement was filed with the County Clerk of Los Angeles County on 03/20/2025. [692,201,914,223]
notice-pub: Dates Pub: MAR 29, APR 05, 12, 19, 2025 [692,582,839,592]
notice-title: FICTITIOUS BUSINESS NAME STATEMENT [233,240,409,250]
notice-title: FICTITIOUS BUSINESS NAME STATEMENT [692,959,868,970]
notice-body: The following person(s) is (are) doing business as: [BUSINESS NAME], [ADDRESS]. This business is conducted by: AN INDIVIDUAL. The registrant(s) has (have) commenced to transact business under the fictitious business name or names listed above on N/A. NOTICE- This Fictitious Name Statement expires five years from the date it was filed in the office of the County Clerk. A new Fictitious Business Name Statement must be filed prior to that date. The filing of this statement does not of itself authorize the use in this state of a Fictitious Business Name in violation of the rights of another under federal, State, or common law (See section 14411 et seq. Business and Professions Code) [692,440,914,562]
notice-file-number: 2025-063854 [922,250,968,261]
notice-body: The following person(s) is (are) doing business as: [BUSINESS NAME], [ADDRESS]. This business is conducted by: AN INDIVIDUAL. The registrant(s) has (have) commenced to transact business under the fictitious business name or names listed above on N/A. NOTICE- This Fictitious Name Statement expires five years from the date it was filed in the office of the County Clerk. A new Fictitious Business Name Statement must be filed prior to that date. The filing of this statement does not of itself authorize the use in this state of a Fictitious Business Name in violation of the rights of another under federal, State, or common law (See section 14411 et seq. Business and Professions Code) [233,1518,454,1640]
notice-file-number: 2025-058156 [1151,789,1197,800]
notice-body: The following person(s) is (are) doing business as: [BUSINESS NAME], [ADDRESS]. This business is conducted by: AN INDIVIDUAL. The registrant(s) has (have) commenced to transact business under the fictitious business name or names listed above on N/A. NOTICE- This Fictitious Name Statement expires five years from the date it was filed in the office of the County Clerk. A new Fictitious Business Name Statement must be filed prior to that date. The filing of this statement does not of itself authorize the use in this state of a Fictitious Business Name in violation of the rights of another under federal, State, or common law (See section 14411 et seq. Business and Professions Code) [462,979,684,1101]
notice-title: FICTITIOUS BUSINESS NAME STATEMENT [1151,240,1327,250]
notice-body: The following person(s) is (are) doing business as: [BUSINESS NAME], [ADDRESS]. This business is conducted by: AN INDIVIDUAL. The registrant(s) has (have) commenced to transact business under the fictitious business name or names listed above on N/A. NOTICE- This Fictitious Name Statement expires five years from the date it was filed in the office of the County Clerk. A new Fictitious Business Name Statement must be filed prior to that date. The filing of this statement does not of itself authorize the use in this state of a Fictitious Business Name in violation of the rights of another under federal, State, or common law (See section 14411 et seq. Business and Professions Code) [233,80,454,202]
notice-body: The following person(s) is (are) doing business as: [BUSINESS NAME], [ADDRESS]. This business is conducted by: AN INDIVIDUAL. The registrant(s) has (have) commenced to transact business under the fictitious business name or names listed above on N/A. NOTICE- This Fictitious Name Statement expires five years from the date it was filed in the office of the County Clerk. A new Fictitious Business Name Statement must be filed prior to that date. The filing of this statement does not of itself authorize the use in this state of a Fictitious Business Name in violation of the rights of another under federal, State, or common law (See section 14411 et seq. Business and Professions Code) [1151,1338,1372,1461]
notice-body: The following person(s) is (are) doing business as: [BUSINESS NAME], [ADDRESS]. This business is conducted by: AN INDIVIDUAL. The registrant(s) has (have) commenced to transact business under the fictitious business name or names listed above on N/A. NOTICE- This Fictitious Name Statement expires five years from the date it was filed in the office of the County Clerk. A new Fictitious Business Name Statement must be filed prior to that date. The filing of this statement does not of itself authorize the use in this state of a Fictitious Business Name in violation of the rights of another under federal, State, or common law (See section 14411 et seq. Business and Professions Code) [233,1338,454,1461]
notice-file-number: 2025-065981 [692,1329,738,1339]
notice-body: The following person(s) is (are) doing business as: [BUSINESS NAME], [ADDRESS]. This business is conducted by: AN INDIVIDUAL. The registrant(s) has (have) commenced to transact business under the fictitious business name or names listed above on N/A. NOTICE- This Fictitious Name Statement expires five years from the date it was filed in the office of the County Clerk. A new Fictitious Business Name Statement must be filed prior to that date. The filing of this statement does not of itself authorize the use in this state of a Fictitious Business Name in violation of the rights of another under federal, State, or common law (See section 14411 et seq. Business and Professions Code) [233,1158,454,1281]
notice-body: The following person(s) is (are) doing business as: [BUSINESS NAME], [ADDRESS]. This business is conducted by: AN INDIVIDUAL. The registrant(s) has (have) commenced to transact business under the fictitious business name or names listed above on N/A. NOTICE- This Fictitious Name Statement expires five years from the date it was filed in the office of the County Clerk. A new Fictitious Business Name Statement must be filed prior to that date. The filing of this statement does not of itself authorize the use in this state of a Fictitious Business Name in violation of the rights of another under federal, State, or common law (See section 14411 et seq. Business and Professions Code) [1151,1518,1372,1640]
notice-filed: This statement was filed with the County Clerk of Los Angeles County on 03/20/2025. [462,1280,684,1301]
notice-title: FICTITIOUS BUSINESS NAME STATEMENT [462,1498,639,1508]
legal-notice [922,779,1142,951]
notice-filed: This statement was filed with the County Clerk of Los Angeles County on 03/20/2025. [4,561,225,582]
notice-body: The following person(s) is (are) doing business as: [BUSINESS NAME], [ADDRESS]. This business is conducted by: AN INDIVIDUAL. The registrant(s) has (have) commenced to transact business under the fictitious business name or names listed above on N/A. NOTICE- This Fictitious Name Statement expires five years from the date it was filed in the office of the County Clerk. A new Fictitious Business Name Statement must be filed prior to that date. The filing of this statement does not of itself authorize the use in this state of a Fictitious Business Name in violation of the rights of another under federal, State, or common law (See section 14411 et seq. Business and Professions Code) [4,1698,225,1820]
legal-notice [234,61,454,233]
legal-notice [1151,600,1372,772]
notice-pub: Dates Pub: MAR 29, APR 05, 12, 19, 2025 [922,762,1069,772]
notice-body: The following person(s) is (are) doing business as: [BUSINESS NAME], [ADDRESS]. This business is conducted by: AN INDIVIDUAL. The registrant(s) has (have) commenced to transact business under the fictitious business name or names listed above on N/A. NOTICE- This Fictitious Name Statement expires five years from the date it was filed in the office of the County Clerk. A new Fictitious Business Name Statement must be filed prior to that date. The filing of this statement does not of itself authorize the use in this state of a Fictitious Business Name in violation of the rights of another under federal, State, or common law (See section 14411 et seq. Business and Professions Code) [692,80,914,202]
notice-body: The following person(s) is (are) doing business as: [BUSINESS NAME], [ADDRESS]. This business is conducted by: AN INDIVIDUAL. The registrant(s) has (have) commenced to transact business under the fictitious business name or names listed above on N/A. NOTICE- This Fictitious Name Statement expires five years from the date it was filed in the office of the County Clerk. A new Fictitious Business Name Statement must be filed prior to that date. The filing of this statement does not of itself authorize the use in this state of a Fictitious Business Name in violation of the rights of another under federal, State, or common law (See section 14411 et seq. Business and Professions Code) [462,260,684,382]
notice-filed: This statement was filed with the County Clerk of Los Angeles County on 03/20/2025. [233,381,454,402]
notice-filed: This statement was filed with the County Clerk of Los Angeles County on 03/20/2025. [692,561,914,582]
legal-notice [692,420,913,592]
notice-title: FICTITIOUS BUSINESS NAME STATEMENT [922,1139,1097,1150]
notice-body: The following person(s) is (are) doing business as: [BUSINESS NAME], [ADDRESS]. This business is conducted by: AN INDIVIDUAL. The registrant(s) has (have) commenced to transact business under the fictitious business name or names listed above on N/A. NOTICE- This Fictitious Name Statement expires five years from the date it was filed in the office of the County Clerk. A new Fictitious Business Name Statement must be filed prior to that date. The filing of this statement does not of itself authorize the use in this state of a Fictitious Business Name in violation of the rights of another under federal, State, or common law (See section 14411 et seq. Business and Professions Code) [1151,80,1372,202]
notice-file-number: 2025-065977 [692,1508,738,1519]
notice-title: FICTITIOUS BUSINESS NAME STATEMENT [233,1678,409,1688]
notice-filed: This statement was filed with the County Clerk of Los Angeles County on 03/20/2025. [4,1101,225,1121]
